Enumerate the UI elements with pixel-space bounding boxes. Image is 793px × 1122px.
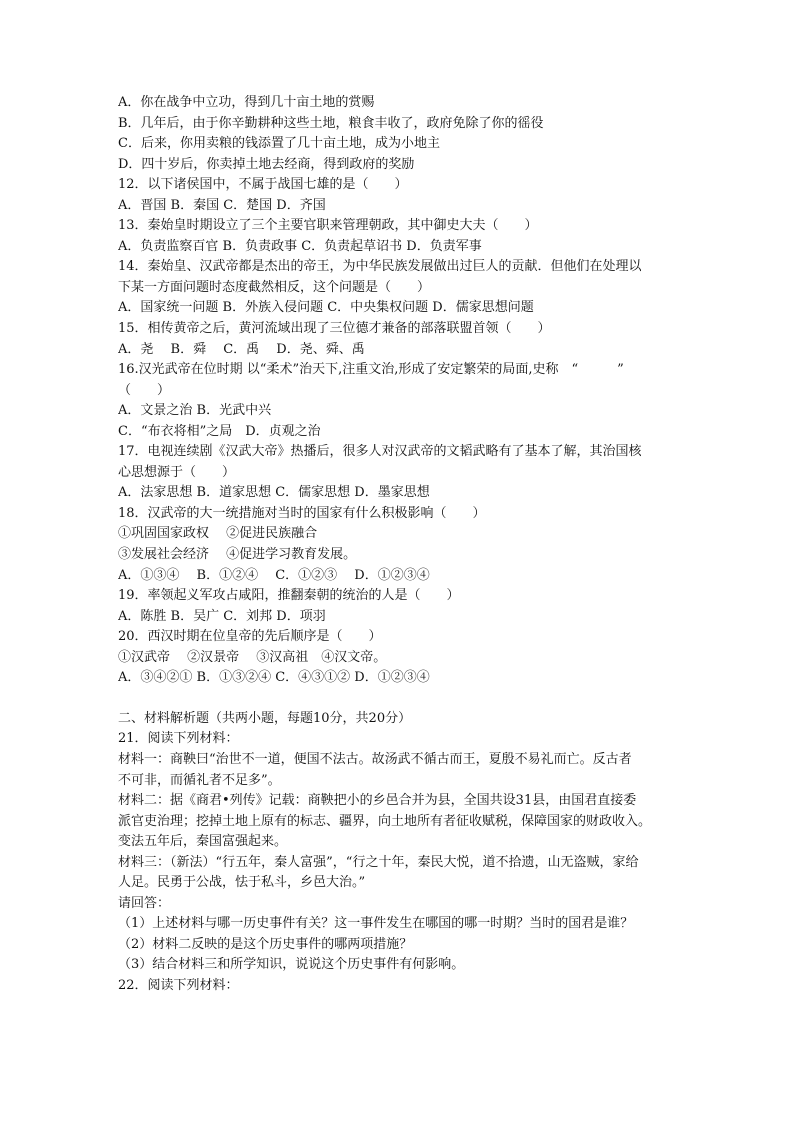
question-15: 15．相传黄帝之后，黄河流域出现了三位德才兼备的部落联盟首领（ ） xyxy=(118,321,551,337)
question-17: 17．电视连续剧《汉武大帝》热播后，很多人对汉武帝的文韬武略有了基本了解，其治国核 xyxy=(118,444,642,460)
section-heading: 二、材料解析题（共两小题，每题10分，共20分） xyxy=(118,710,412,726)
sub-question-3: （3）结合材料三和所学知识，说说这个历史事件有何影响。 xyxy=(118,957,465,973)
material-two: 材料二：据《商君•列传》记载：商鞅把小的乡邑合并为县，全国共设31县，由国君直接委 xyxy=(118,793,637,809)
sub-question-1: （1）上述材料与哪一历史事件有关？这一事件发生在哪国的哪一时期？当时的国君是谁？ xyxy=(118,916,634,932)
question-18-statements: ③发展社会经济 ④促进学习教育发展。 xyxy=(118,547,357,563)
material-three: 材料三：（新法）“行五年，秦人富强”，“行之十年，秦民大悦，道不拾遗，山无盗贼，家给 xyxy=(118,854,639,870)
question-20-statements: ①汉武帝 ②汉景帝 ③汉高祖 ④汉文帝。 xyxy=(118,649,387,665)
question-14-options: A．国家统一问题 B．外族入侵问题 C．中央集权问题 D．儒家思想问题 xyxy=(118,300,534,316)
question-21: 21．阅读下列材料： xyxy=(118,731,239,747)
question-block-multiple-choice xyxy=(118,93,693,689)
question-12: 12．以下诸侯国中，不属于战国七雄的是（ ） xyxy=(118,177,408,193)
question-20-options: A．③④②① B．①③②④ C．④③①② D．①②③④ xyxy=(118,670,430,686)
question-16-continued: （ ） xyxy=(118,382,171,398)
question-14: 14．秦始皇、汉武帝都是杰出的帝王，为中华民族发展做出过巨人的贡献．但他们在处理以 xyxy=(118,259,642,275)
material-one-continued: 不可非，而循礼者不足多”。 xyxy=(118,772,281,788)
question-block-material-analysis xyxy=(118,709,693,997)
question-16-options: A．文景之治 B．光武中兴 xyxy=(118,403,272,419)
question-22: 22．阅读下列材料： xyxy=(118,977,239,993)
question-16-options: C．“布衣将相”之局 D．贞观之治 xyxy=(118,423,321,439)
text-line: B．几年后，由于你辛勤耕种这些土地，粮食丰收了，政府免除了你的徭役 xyxy=(118,115,544,131)
question-14-continued: 下某一方面问题时态度截然相反，这个问题是（ ） xyxy=(118,279,431,295)
section-spacer xyxy=(118,689,693,709)
question-16: 16.汉光武帝在位时期 以“柔术”治天下,注重文治,形成了安定繁荣的局面,史称 “ ” xyxy=(118,362,624,378)
sub-question-2: （2）材料二反映的是这个历史事件的哪两项措施？ xyxy=(118,936,413,952)
material-three-continued: 人足。民勇于公战，怯于私斗，乡邑大治。” xyxy=(118,875,366,891)
question-19: 19．率领起义军攻占咸阳，推翻秦朝的统治的人是（ ） xyxy=(118,588,460,604)
question-20: 20．西汉时期在位皇帝的先后顺序是（ ） xyxy=(118,629,382,645)
question-13: 13．秦始皇时期设立了三个主要官职来管理朝政，其中御史大夫（ ） xyxy=(118,218,538,234)
answer-prompt: 请回答： xyxy=(118,895,171,911)
question-18-statements: ①巩固国家政权 ②促进民族融合 xyxy=(118,526,318,542)
question-12-options: A．晋国 B．秦国 C．楚国 D．齐国 xyxy=(118,197,326,213)
question-17-continued: 心思想源于（ ） xyxy=(118,464,236,480)
material-two-continued: 变法五年后，秦国富强起来。 xyxy=(118,834,288,850)
question-15-options: A．尧 B．舜 C．禹 D．尧、舜、禹 xyxy=(118,341,365,357)
question-13-options: A．负责监察百官 B．负责政事 C．负责起草诏书 D．负责军事 xyxy=(118,238,482,254)
material-one: 材料一：商鞅曰“治世不一道，便国不法古。故汤武不循古而王，夏殷不易礼而亡。反古者 xyxy=(118,751,632,767)
text-line: C．后来，你用卖粮的钱添置了几十亩土地，成为小地主 xyxy=(118,136,440,152)
question-17-options: A．法家思想 B．道家思想 C．儒家思想 D．墨家思想 xyxy=(118,485,430,501)
text-line: A．你在战争中立功，得到几十亩土地的赏赐 xyxy=(118,95,375,110)
question-19-options: A．陈胜 B．吴广 C．刘邦 D．项羽 xyxy=(118,608,326,624)
question-18: 18．汉武帝的大一统措施对当时的国家有什么积极影响（ ） xyxy=(118,505,486,521)
text-line: D．四十岁后，你卖掉土地去经商，得到政府的奖励 xyxy=(118,156,415,172)
material-two-continued: 派官吏治理；挖掉土地上原有的标志、疆界，向土地所有者征收赋税，保障国家的财政收入。 xyxy=(118,813,652,829)
question-18-options: A．①③④ B．①②④ C．①②③ D．①②③④ xyxy=(118,567,430,583)
